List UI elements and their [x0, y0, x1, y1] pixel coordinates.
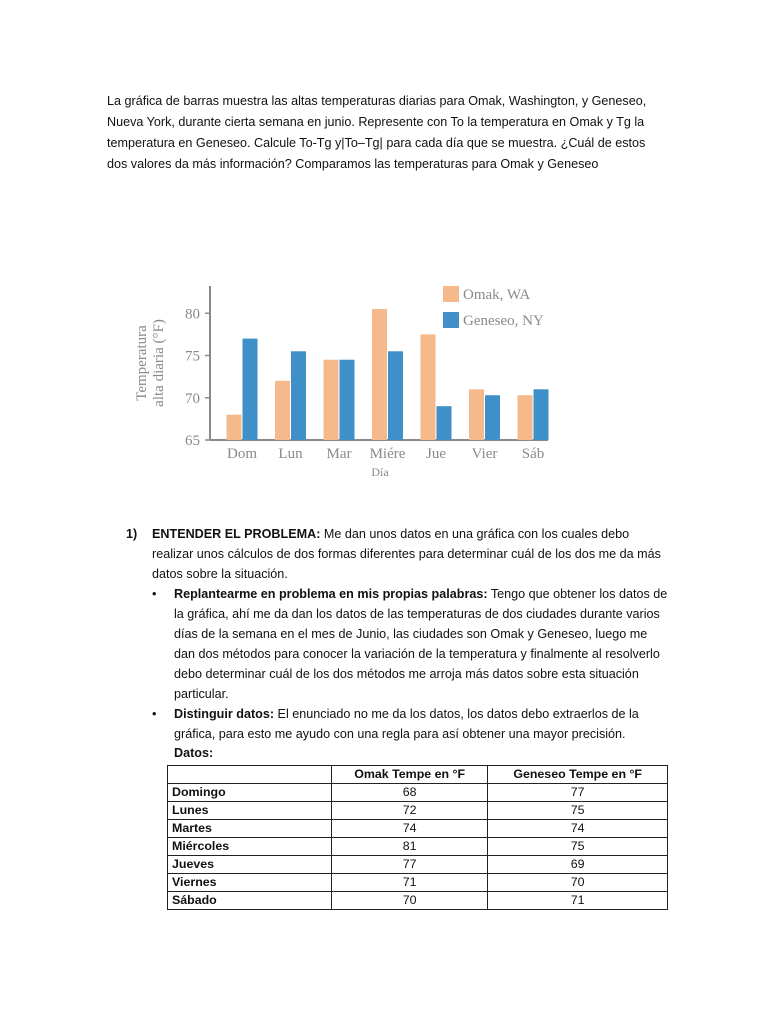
y-tick-label: 65	[185, 433, 200, 449]
bullet-dot: •	[152, 587, 157, 601]
bar-geneseo	[340, 360, 355, 440]
bullet-text: El enunciado no me da los datos, los datos debo extraerlos de la gráfica, para esto me ayudo con una regla para así obtener una mayor precisión.	[174, 707, 639, 741]
bullet-title: Replantearme en problema en mis propias palabras:	[174, 587, 488, 601]
bar-omak	[421, 334, 436, 440]
legend-swatch-geneseo	[443, 312, 459, 328]
table-value-cell: 74	[332, 820, 488, 838]
table-row	[168, 838, 668, 856]
x-tick-label: Jue	[426, 446, 446, 462]
section-number: 1)	[126, 527, 138, 541]
section-title: ENTENDER EL PROBLEMA:	[152, 527, 321, 541]
bar-geneseo	[291, 351, 306, 440]
table-day-cell: Jueves	[168, 856, 332, 874]
bar-omak	[469, 389, 484, 440]
x-tick-label: Dom	[227, 446, 257, 462]
bar-geneseo	[243, 339, 258, 440]
table-row	[168, 874, 668, 892]
table-row	[168, 856, 668, 874]
table-value-cell: 70	[488, 874, 668, 892]
table-row	[168, 802, 668, 820]
y-axis-label-line2: alta diaria (°F)	[151, 319, 167, 407]
x-tick-label: Vier	[471, 446, 498, 462]
table-value-cell: 77	[488, 784, 668, 802]
table-value-cell: 77	[332, 856, 488, 874]
chart-svg	[118, 268, 578, 490]
bullet-text: Tengo que obtener los datos de la gráfica, ahí me da dan los datos de las temperaturas de dos ciudades durante varios días de la semana en el mes de Junio, las ciudades son Omak y Geneseo, luego me dan dos métodos para conocer la variación de la temperatura y finalmente al resolverlo debo determinar cuál de los dos métodos me arroja más datos sobre esta situación particular.	[174, 587, 668, 701]
bullet-item	[152, 584, 671, 704]
bar-omak	[227, 415, 242, 440]
table-row	[168, 892, 668, 910]
legend-label: Omak, WA	[463, 287, 531, 303]
x-tick-label: Sáb	[521, 446, 545, 462]
table-day-cell: Martes	[168, 820, 332, 838]
bar-geneseo	[388, 351, 403, 440]
table-value-cell: 71	[332, 874, 488, 892]
datos-label: Datos:	[174, 746, 214, 760]
table-value-cell: 68	[332, 784, 488, 802]
x-tick-label: Mar	[326, 446, 352, 462]
y-axis-label-line1: Temperatura	[134, 325, 150, 401]
legend-swatch-omak	[443, 286, 459, 302]
table-value-cell: 70	[332, 892, 488, 910]
bar-geneseo	[534, 389, 549, 440]
table-value-cell: 72	[332, 802, 488, 820]
table-row	[168, 820, 668, 838]
y-tick-label: 70	[185, 390, 200, 407]
table-value-cell: 69	[488, 856, 668, 874]
x-tick-label: Lun	[278, 446, 303, 462]
table-day-cell: Domingo	[168, 784, 332, 802]
table-value-cell: 81	[332, 838, 488, 856]
intro-paragraph: La gráfica de barras muestra las altas temperaturas diarias para Omak, Washington, y Geneseo, Nueva York, durante cierta semana en junio. Represente con To la temperatura en Omak y Tg la temperatura en Geneseo. Calcule To-Tg y|To–Tg| para cada día que se muestra. ¿Cuál de estos dos valores da más información? Comparamos las temperaturas para Omak y Geneseo	[107, 94, 647, 171]
table-value-cell: 71	[488, 892, 668, 910]
x-tick-label: Miére	[369, 446, 406, 462]
table-value-cell: 74	[488, 820, 668, 838]
table-value-cell: 75	[488, 802, 668, 820]
temperature-bar-chart	[118, 268, 578, 490]
y-tick-label: 75	[185, 348, 200, 365]
table-value-cell: 75	[488, 838, 668, 856]
table-header-row	[168, 766, 668, 784]
bar-omak	[275, 381, 290, 440]
section-entender	[126, 524, 671, 744]
table-header-cell: Omak Tempe en °F	[332, 766, 488, 784]
table-header-cell: Geneseo Tempe en °F	[488, 766, 668, 784]
bar-geneseo	[437, 406, 452, 440]
y-tick-label: 80	[185, 306, 200, 323]
bullet-item	[152, 704, 671, 744]
bar-geneseo	[485, 395, 500, 440]
table-row	[168, 784, 668, 802]
table-day-cell: Sábado	[168, 892, 332, 910]
bar-omak	[324, 360, 339, 440]
legend-label: Geneseo, NY	[463, 313, 544, 329]
bullet-title: Distinguir datos:	[174, 707, 275, 721]
x-axis-label: Día	[371, 465, 389, 479]
section-body	[152, 524, 671, 584]
table-header-cell	[168, 766, 332, 784]
bar-omak	[518, 395, 533, 440]
section-text: Me dan unos datos en una gráfica con los cuales debo realizar unos cálculos de dos formas diferentes para determinar cuál de los dos me da más datos sobre la situación.	[152, 527, 661, 581]
data-table	[167, 765, 668, 910]
bullet-dot: •	[152, 707, 157, 721]
table-day-cell: Miércoles	[168, 838, 332, 856]
table-day-cell: Viernes	[168, 874, 332, 892]
bar-omak	[372, 309, 387, 440]
table-day-cell: Lunes	[168, 802, 332, 820]
bullet-list	[126, 584, 671, 744]
table-body	[168, 784, 668, 910]
